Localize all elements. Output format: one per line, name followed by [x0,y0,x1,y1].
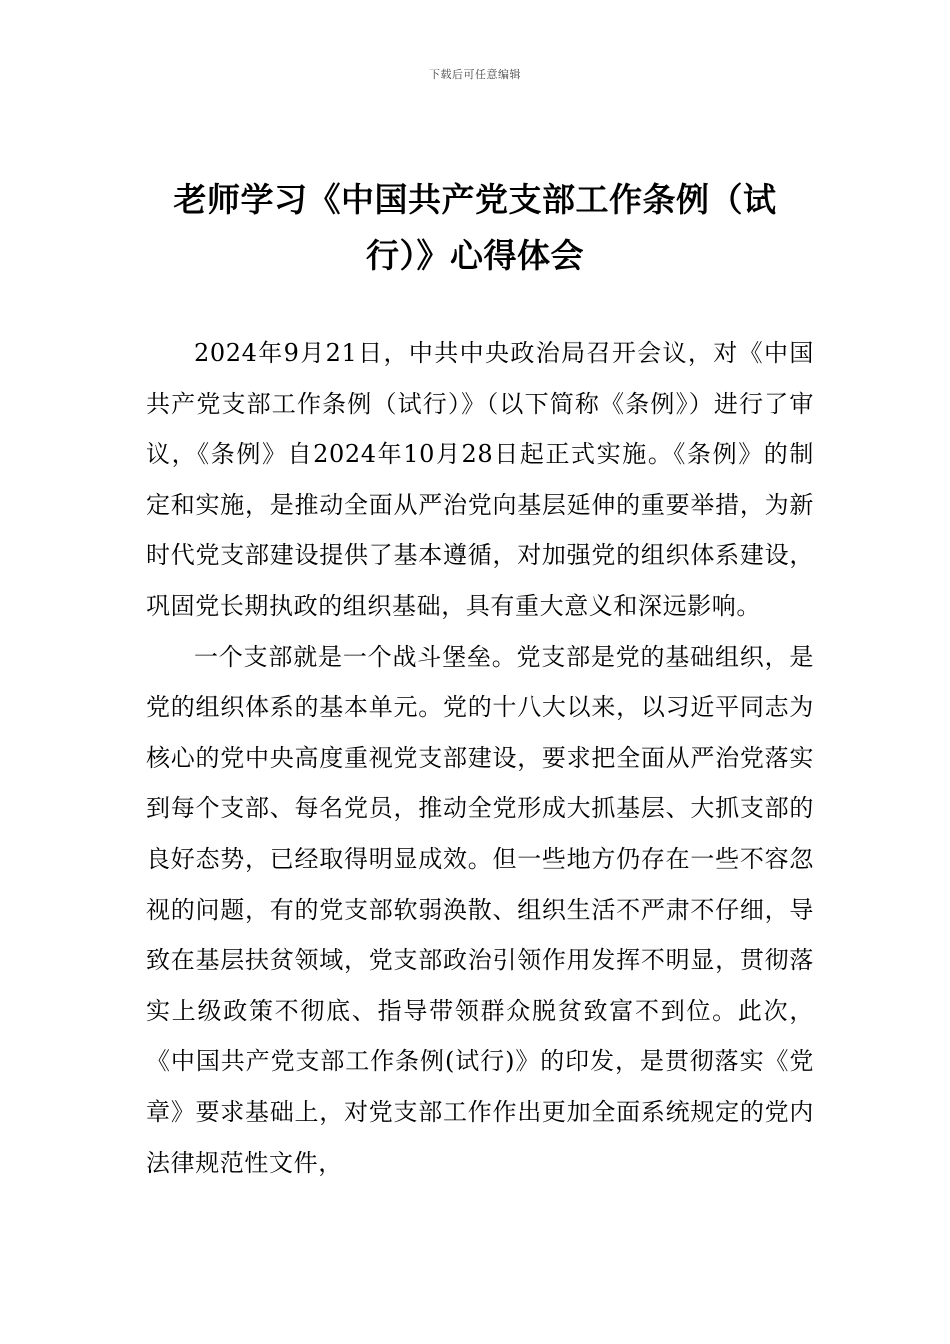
document-title: 老师学习《中国共产党支部工作条例（试行）》心得体会 [173,180,777,275]
body-paragraph: 2024年9月21日，中共中央政治局召开会议，对《中国共产党支部工作条例（试行）》（以下简称《条例》）进行了审议，《条例》自2024年10月28日起正式实施。《条例》的制定和实施，是推动全面从严治党向基层延伸的重要举措，为新时代党支部建设提供了基本遵循，对加强党的组织体系建设，巩固党长期执政的组织基础，具有重大意义和深远影响。 [146,339,814,620]
body-paragraph: 一个支部就是一个战斗堡垒。党支部是党的基础组织，是党的组织体系的基本单元。党的十八大以来，以习近平同志为核心的党中央高度重视党支部建设，要求把全面从严治党落实到每个支部、每名党员，推动全党形成大抓基层、大抓支部的良好态势，已经取得明显成效。但一些地方仍存在一些不容忽视的问题，有的党支部软弱涣散、组织生活不严肃不仔细，导致在基层扶贫领域，党支部政治引领作用发挥不明显，贯彻落实上级政策不彻底、指导带领群众脱贫致富不到位。此次，《中国共产党支部工作条例(试行)》的印发，是贯彻落实《党章》要求基础上，对党支部工作作出更加全面系统规定的党内法律规范性文件， [146,642,814,1177]
document-body [146,328,814,1188]
header-note: 下载后可任意编辑 [429,68,521,81]
